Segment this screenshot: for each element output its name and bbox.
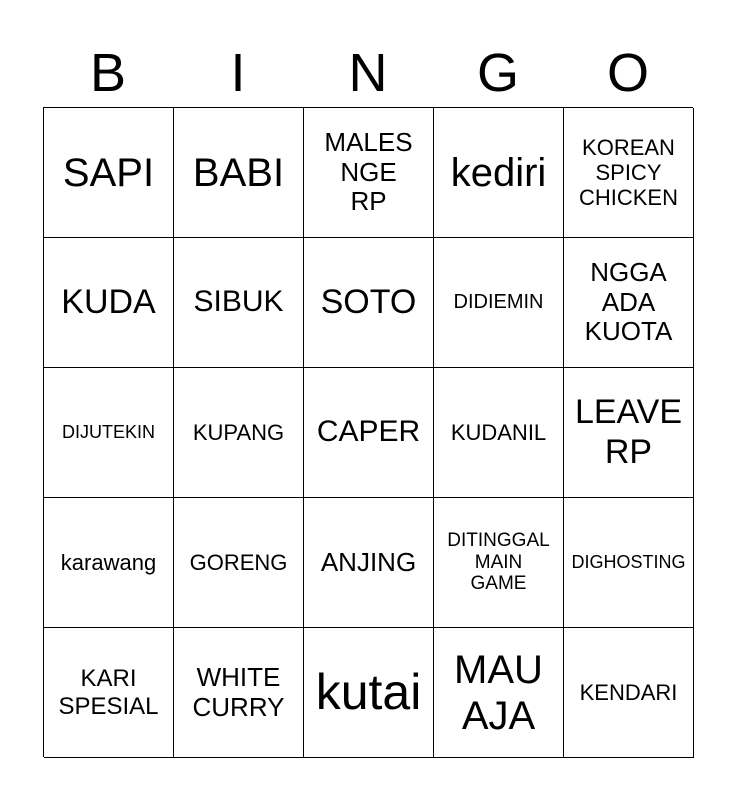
- bingo-header: [43, 40, 693, 106]
- bingo-cell[interactable]: [564, 498, 694, 628]
- cell-text: CAPER: [316, 415, 421, 449]
- bingo-cell[interactable]: [304, 628, 434, 758]
- cell-text: DIDIEMIN: [453, 291, 544, 313]
- bingo-cell[interactable]: [564, 238, 694, 368]
- bingo-cell[interactable]: [174, 108, 304, 238]
- bingo-cell[interactable]: [434, 628, 564, 758]
- bingo-cell[interactable]: [564, 108, 694, 238]
- cell-text: KUPANG: [192, 419, 285, 445]
- header-letter-o: O: [606, 43, 649, 103]
- bingo-cell[interactable]: [174, 498, 304, 628]
- bingo-cell[interactable]: [304, 108, 434, 238]
- cell-text: NGGA ADA KUOTA: [584, 256, 673, 347]
- cell-text: KUDANIL: [450, 419, 547, 445]
- bingo-cell[interactable]: [434, 368, 564, 498]
- cell-text: SIBUK: [193, 285, 284, 319]
- cell-text: DIGHOSTING: [571, 552, 686, 573]
- bingo-cell[interactable]: [44, 498, 174, 628]
- bingo-cell[interactable]: [174, 238, 304, 368]
- cell-text: DIJUTEKIN: [61, 422, 155, 443]
- bingo-cell[interactable]: [44, 628, 174, 758]
- bingo-cell[interactable]: [304, 368, 434, 498]
- header-letter-g: G: [476, 43, 519, 103]
- bingo-cell[interactable]: [174, 628, 304, 758]
- bingo-cell[interactable]: [174, 368, 304, 498]
- cell-text: kutai: [315, 663, 422, 720]
- bingo-cell[interactable]: [564, 628, 694, 758]
- cell-text: KUDA: [61, 282, 156, 321]
- cell-text: ANJING: [320, 546, 417, 577]
- header-letter-i: I: [230, 43, 246, 103]
- cell-text: WHITE CURRY: [192, 661, 285, 722]
- cell-text: LEAVE RP: [574, 393, 683, 471]
- bingo-cell[interactable]: [44, 368, 174, 498]
- cell-text: SAPI: [62, 150, 155, 195]
- bingo-cell[interactable]: [44, 238, 174, 368]
- cell-text: KARI SPESIAL: [58, 664, 159, 720]
- cell-text: DITINGGAL MAIN GAME: [447, 529, 550, 595]
- cell-text: KENDARI: [579, 679, 678, 705]
- cell-text: MAU AJA: [454, 647, 543, 738]
- bingo-cell[interactable]: [564, 368, 694, 498]
- header-letter-n: N: [348, 43, 388, 103]
- cell-text: SOTO: [320, 282, 417, 321]
- cell-text: kediri: [450, 150, 547, 195]
- header-letter-b: B: [89, 43, 127, 103]
- cell-text: GORENG: [189, 549, 288, 575]
- bingo-cell[interactable]: [304, 498, 434, 628]
- cell-text: MALES NGE RP: [324, 126, 413, 217]
- cell-text: karawang: [60, 549, 157, 575]
- bingo-cell[interactable]: [304, 238, 434, 368]
- bingo-cell[interactable]: [434, 108, 564, 238]
- bingo-cell[interactable]: [434, 238, 564, 368]
- bingo-grid: [43, 107, 693, 757]
- cell-text: BABI: [192, 150, 285, 195]
- cell-text: KOREAN SPICY CHICKEN: [578, 134, 678, 211]
- bingo-cell[interactable]: [44, 108, 174, 238]
- bingo-cell[interactable]: [434, 498, 564, 628]
